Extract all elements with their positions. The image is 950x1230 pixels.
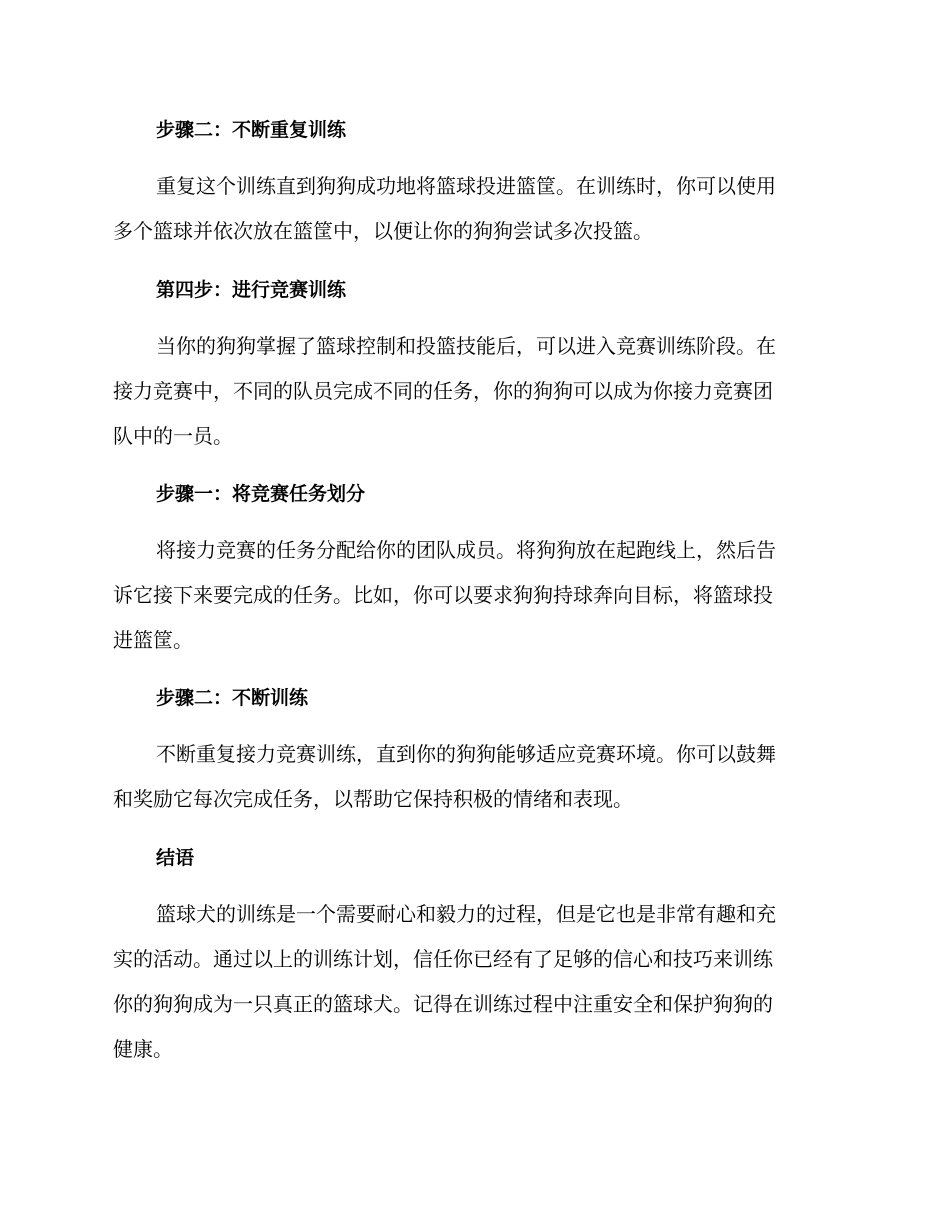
paragraph-line: 队中的一员。 — [113, 424, 233, 448]
paragraph-line: 将接力竞赛的任务分配给你的团队成员。将狗狗放在起跑线上，然后告 — [156, 538, 776, 562]
section-paragraph — [113, 892, 833, 1072]
paragraph-line: 篮球犬的训练是一个需要耐心和毅力的过程，但是它也是非常有趣和充 — [156, 902, 776, 926]
paragraph-line: 重复这个训练直到狗狗成功地将篮球投进篮筐。在训练时，你可以使用 — [156, 174, 776, 198]
paragraph-line: 不断重复接力竞赛训练，直到你的狗狗能够适应竞赛环境。你可以鼓舞 — [156, 742, 776, 766]
section-paragraph — [113, 528, 833, 663]
section-paragraph — [113, 732, 833, 822]
section-heading: 步骤二：不断训练 — [156, 687, 309, 709]
paragraph-line: 多个篮球并依次放在篮筐中，以便让你的狗狗尝试多次投篮。 — [113, 219, 653, 243]
paragraph-line: 接力竞赛中，不同的队员完成不同的任务，你的狗狗可以成为你接力竞赛团 — [113, 379, 773, 403]
paragraph-line: 进篮筐。 — [113, 628, 193, 652]
section-heading: 结语 — [156, 847, 195, 869]
section-heading: 步骤一：将竞赛任务划分 — [156, 483, 366, 505]
paragraph-line: 实的活动。通过以上的训练计划，信任你已经有了足够的信心和技巧来训练 — [113, 947, 773, 971]
paragraph-line: 诉它接下来要完成的任务。比如，你可以要求狗狗持球奔向目标，将篮球投 — [113, 583, 773, 607]
section-paragraph — [113, 324, 833, 459]
paragraph-line: 健康。 — [113, 1037, 173, 1061]
section-heading: 步骤二：不断重复训练 — [156, 119, 347, 141]
paragraph-line: 和奖励它每次完成任务，以帮助它保持积极的情绪和表现。 — [113, 787, 633, 811]
paragraph-line: 当你的狗狗掌握了篮球控制和投篮技能后，可以进入竞赛训练阶段。在 — [156, 334, 776, 358]
paragraph-line: 你的狗狗成为一只真正的篮球犬。记得在训练过程中注重安全和保护狗狗的 — [113, 992, 773, 1016]
section-heading: 第四步：进行竞赛训练 — [156, 279, 347, 301]
section-paragraph — [113, 164, 833, 254]
